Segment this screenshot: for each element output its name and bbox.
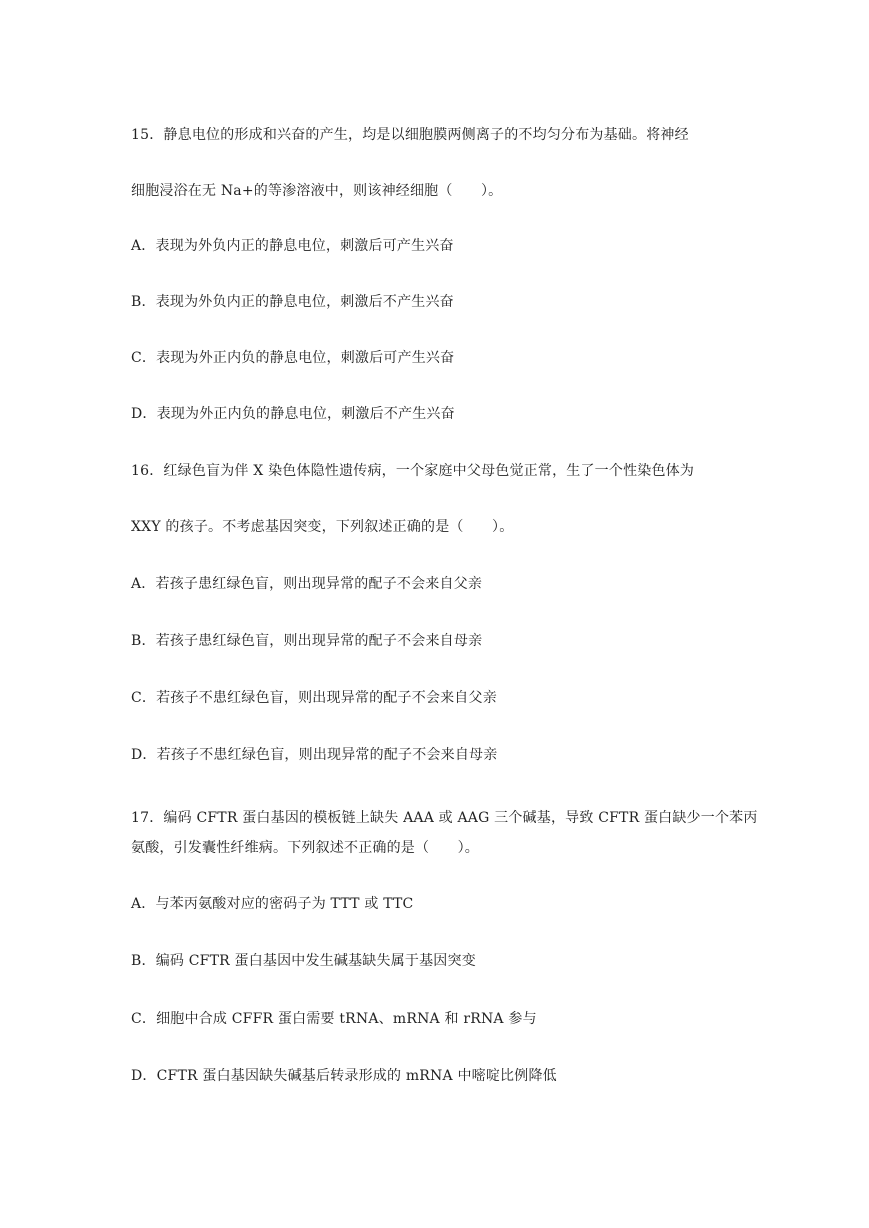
- q15-stem-line1: 15．静息电位的形成和兴奋的产生，均是以细胞膜两侧离子的不均匀分布为基础。将神经: [131, 127, 689, 143]
- q17-option-d: D．CFTR 蛋白基因缺失碱基后转录形成的 mRNA 中嘧啶比例降低: [131, 1068, 557, 1084]
- q17-stem-line1: 17．编码 CFTR 蛋白基因的模板链上缺失 AAA 或 AAG 三个碱基，导致 CFTR 蛋白缺少一个苯丙: [131, 810, 758, 826]
- q15-option-d: D．表现为外正内负的静息电位，刺激后不产生兴奋: [131, 406, 455, 422]
- q15-option-a: A．表现为外负内正的静息电位，刺激后可产生兴奋: [131, 238, 454, 254]
- q16-stem-line2: XXY 的孩子。不考虑基因突变，下列叙述正确的是（ ）。: [131, 519, 514, 535]
- q16-option-c: C．若孩子不患红绿色盲，则出现异常的配子不会来自父亲: [131, 690, 497, 706]
- q17-stem-line2: 氨酸，引发囊性纤维病。下列叙述不正确的是（ ）。: [131, 840, 479, 856]
- q15-option-b: B．表现为外负内正的静息电位，刺激后不产生兴奋: [131, 294, 454, 310]
- q15-stem-line2: 细胞浸浴在无 Na+的等渗溶液中，则该神经细胞（ ）。: [131, 183, 503, 199]
- q16-option-d: D．若孩子不患红绿色盲，则出现异常的配子不会来自母亲: [131, 747, 498, 763]
- q17-option-a: A．与苯丙氨酸对应的密码子为 TTT 或 TTC: [131, 896, 414, 912]
- q16-stem-line1: 16．红绿色盲为伴 X 染色体隐性遗传病，一个家庭中父母色觉正常，生了一个性染色体为: [131, 463, 695, 479]
- q16-option-b: B．若孩子患红绿色盲，则出现异常的配子不会来自母亲: [131, 633, 483, 649]
- q16-option-a: A．若孩子患红绿色盲，则出现异常的配子不会来自父亲: [131, 576, 483, 592]
- q17-option-c: C．细胞中合成 CFFR 蛋白需要 tRNA、mRNA 和 rRNA 参与: [131, 1011, 537, 1027]
- q17-option-b: B．编码 CFTR 蛋白基因中发生碱基缺失属于基因突变: [131, 953, 476, 969]
- q15-option-c: C．表现为外正内负的静息电位，刺激后可产生兴奋: [131, 350, 455, 366]
